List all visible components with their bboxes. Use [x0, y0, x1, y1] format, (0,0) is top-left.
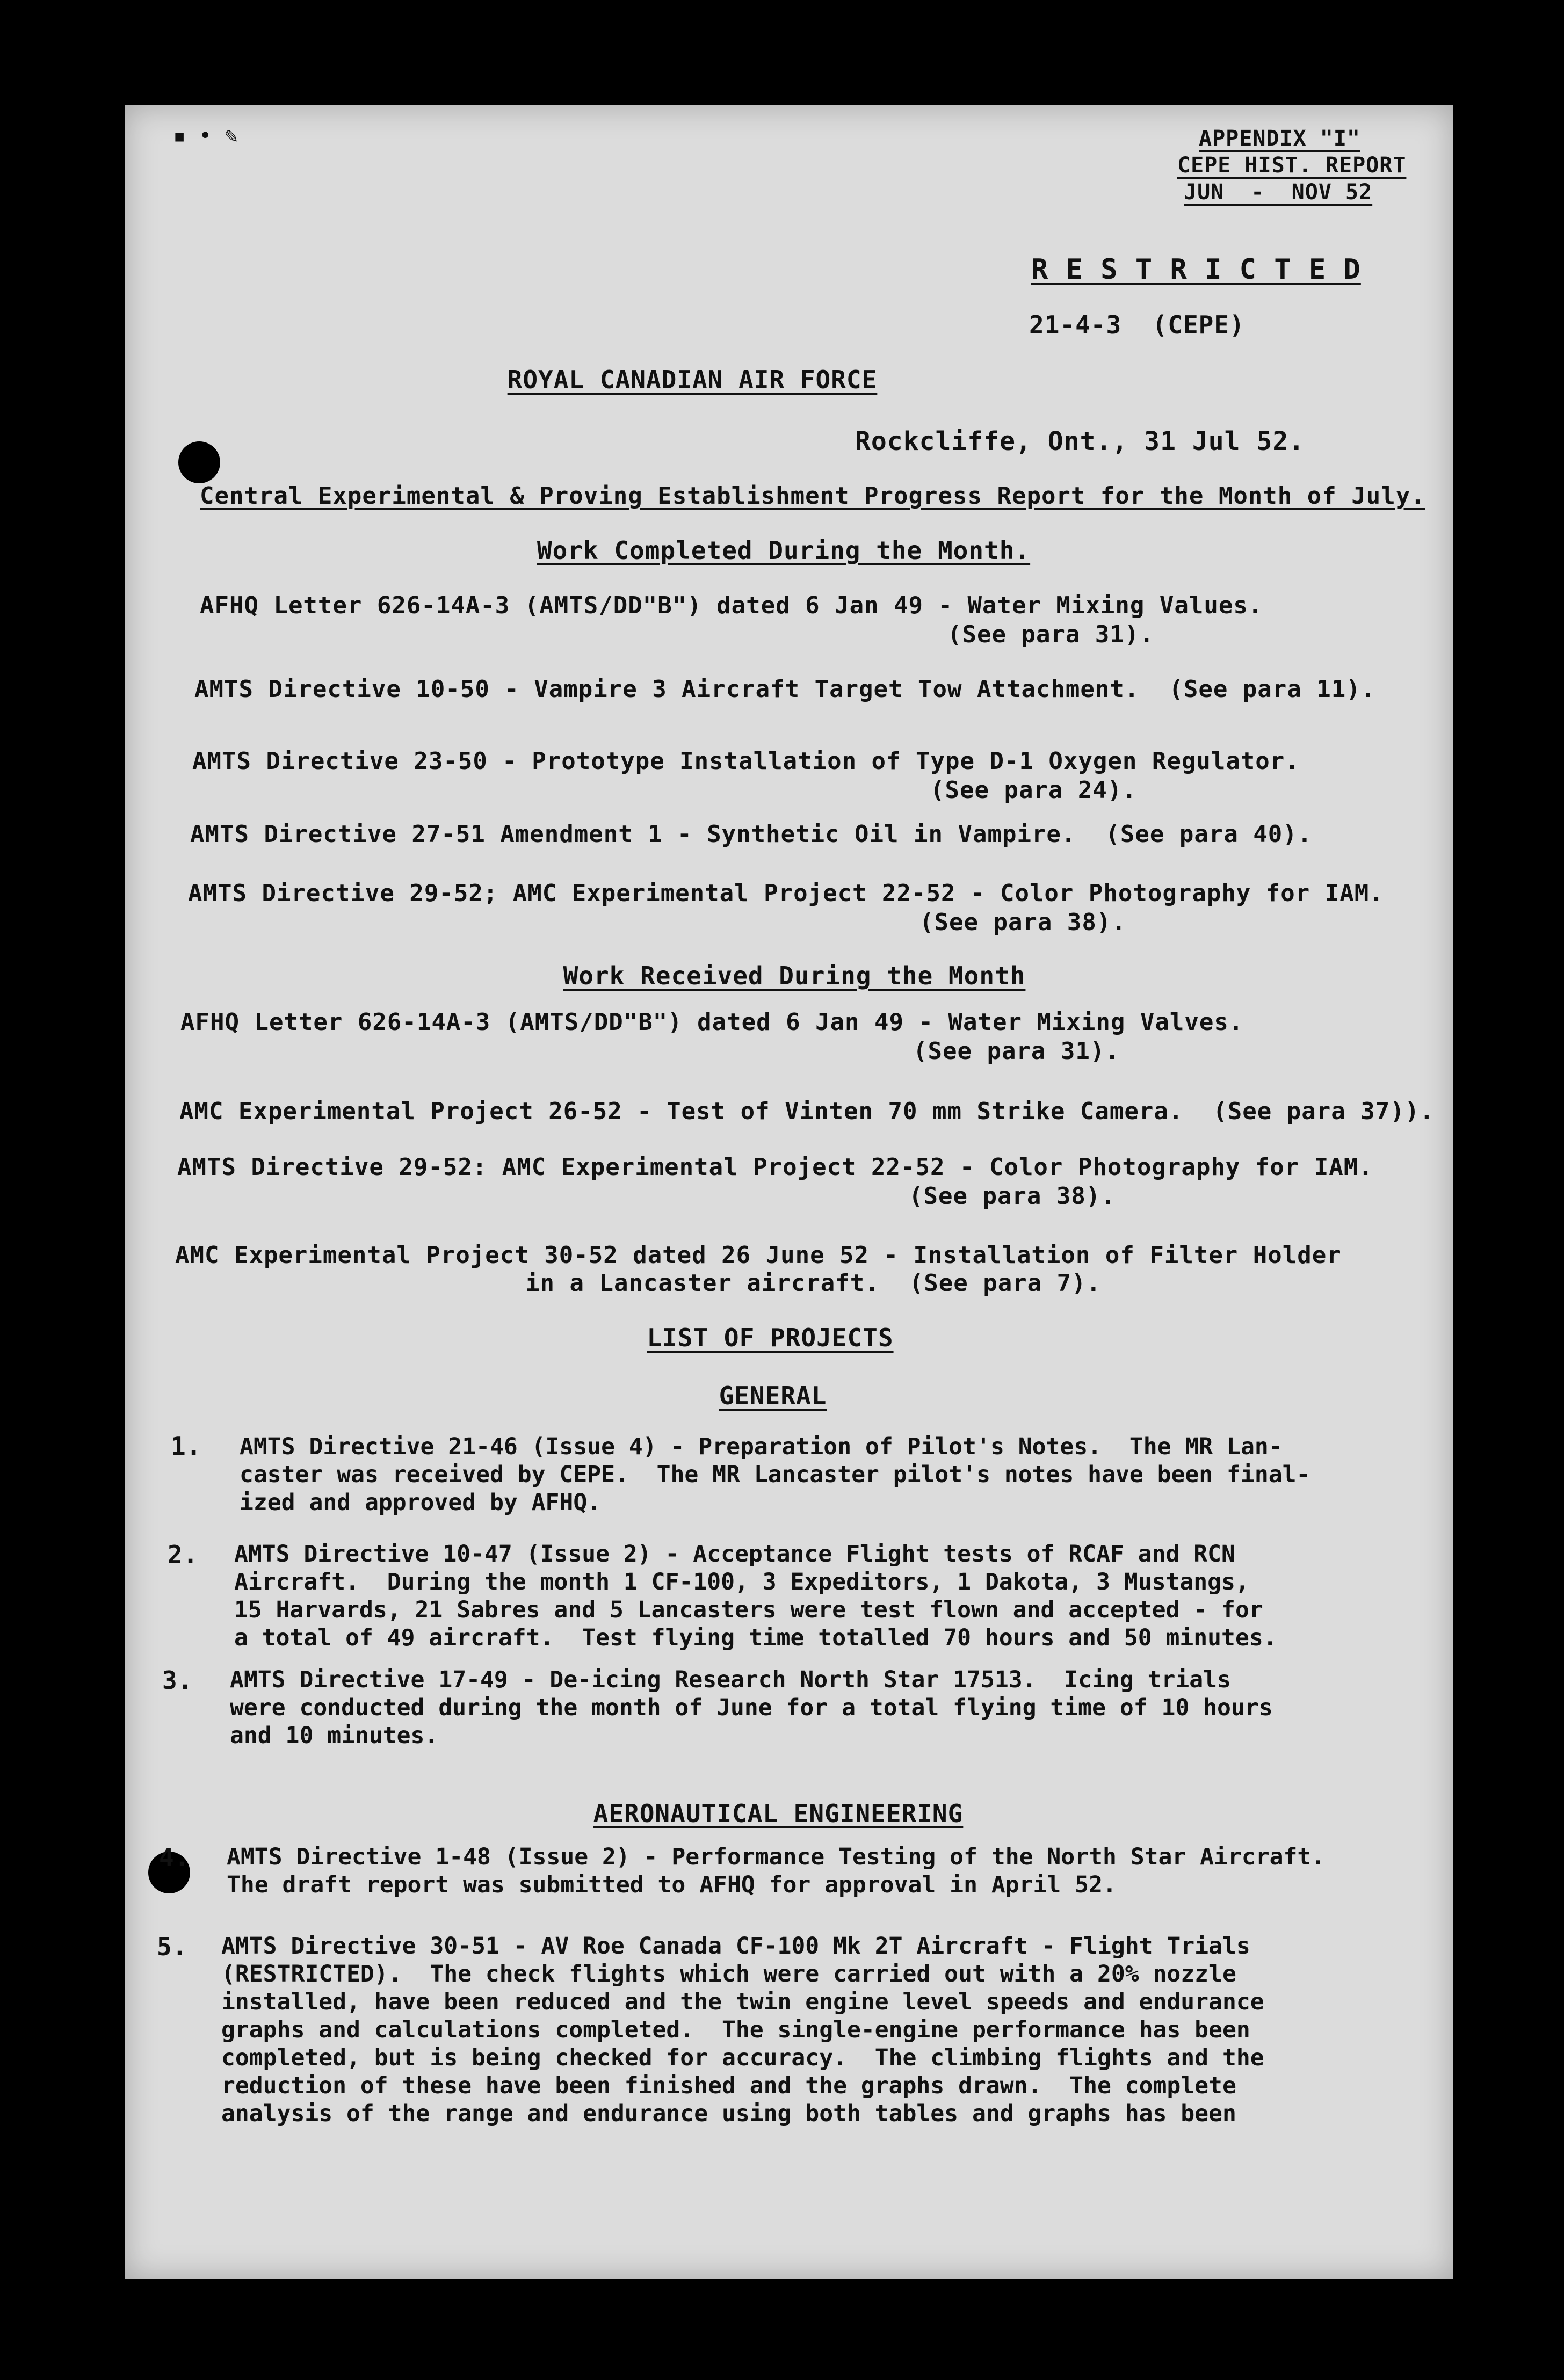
punch-hole [178, 441, 220, 483]
completed-item: AFHQ Letter 626-14A-3 (AMTS/DD"B") dated 6 Jan 49 - Water Mixing Values. [200, 592, 1263, 619]
para-number: 2. [168, 1540, 199, 1569]
completed-item: AMTS Directive 29-52; AMC Experimental Project 22-52 - Color Photography for IAM. [188, 880, 1384, 907]
completed-item-ref: (See para 24). [930, 777, 1137, 804]
classification: R E S T R I C T E D [1031, 253, 1361, 286]
received-item-ref: (See para 38). [909, 1182, 1116, 1210]
completed-item-ref: (See para 38). [919, 909, 1126, 936]
completed-item: AMTS Directive 27-51 Amendment 1 - Synthetic Oil in Vampire. (See para 40). [190, 821, 1313, 848]
document-page [125, 105, 1453, 2279]
para-number: 4. [159, 1843, 190, 1872]
appendix-label: APPENDIX "I" [1199, 126, 1360, 151]
report-title: Central Experimental & Proving Establishment Progress Report for the Month of July. [200, 482, 1425, 510]
aeronautical-heading: AERONAUTICAL ENGINEERING [593, 1799, 964, 1828]
organization-title: ROYAL CANADIAN AIR FORCE [507, 365, 878, 394]
para-text: AMTS Directive 17-49 - De-icing Research North Star 17513. Icing trials were conducted during the month of June for a total flying time of 10 hours and 10 minutes. [230, 1666, 1273, 1749]
general-heading: GENERAL [719, 1381, 827, 1410]
completed-item: AMTS Directive 23-50 - Prototype Installation of Type D-1 Oxygen Regulator. [192, 748, 1300, 775]
para-text: AMTS Directive 30-51 - AV Roe Canada CF-100 Mk 2T Aircraft - Flight Trials (RESTRICTED). The check flights which were carried out with a 20% nozzle installed, have been reduced and the twin engine level speeds and endurance graphs and calculations completed. The single-engine performance has been completed, but is being checked for accuracy. The climbing flights and the reduction of these have been finished and the graphs drawn. The complete analysis of the range and endurance using both tables and graphs has been [221, 1933, 1264, 2127]
received-item: AMTS Directive 29-52: AMC Experimental Project 22-52 - Color Photography for IAM. [177, 1153, 1373, 1181]
para-number: 5. [157, 1932, 188, 1961]
work-completed-heading: Work Completed During the Month. [537, 536, 1031, 565]
file-reference: 21-4-3 (CEPE) [1029, 310, 1245, 339]
received-item: AMC Experimental Project 30-52 dated 26 June 52 - Installation of Filter Holder [175, 1242, 1342, 1269]
work-received-heading: Work Received During the Month [563, 961, 1026, 990]
projects-heading: LIST OF PROJECTS [647, 1323, 894, 1352]
report-label: CEPE HIST. REPORT [1177, 153, 1407, 178]
handwritten-mark: ▪ • ✎ [173, 124, 238, 148]
received-item: AMC Experimental Project 26-52 - Test of Vinten 70 mm Strike Camera. (See para 37)). [179, 1098, 1435, 1125]
received-item-ref: (See para 31). [913, 1037, 1120, 1065]
period-label: JUN - NOV 52 [1184, 180, 1373, 205]
completed-item-ref: (See para 31). [947, 621, 1154, 648]
para-text: AMTS Directive 10-47 (Issue 2) - Acceptance Flight tests of RCAF and RCN Aircraft. During the month 1 CF-100, 3 Expeditors, 1 Dakota, 3 Mustangs, 15 Harvards, 21 Sabres and 5 Lancasters were test flown and accepted - for a total of 49 aircraft. Test flying time totalled 70 hours and 50 minutes. [234, 1541, 1277, 1651]
received-item-ref: in a Lancaster aircraft. (See para 7). [525, 1269, 1102, 1297]
received-item: AFHQ Letter 626-14A-3 (AMTS/DD"B") dated 6 Jan 49 - Water Mixing Valves. [180, 1008, 1244, 1036]
para-text: AMTS Directive 1-48 (Issue 2) - Performance Testing of the North Star Aircraft. The draft report was submitted to AFHQ for approval in April 52. [227, 1844, 1326, 1898]
completed-item: AMTS Directive 10-50 - Vampire 3 Aircraft Target Tow Attachment. (See para 11). [194, 676, 1376, 703]
para-number: 3. [162, 1666, 193, 1695]
para-number: 1. [171, 1432, 202, 1461]
para-text: AMTS Directive 21-46 (Issue 4) - Preparation of Pilot's Notes. The MR Lan- caster was received by CEPE. The MR Lancaster pilot's notes have been final- ized and approved by AFHQ. [240, 1433, 1310, 1516]
place-date: Rockcliffe, Ont., 31 Jul 52. [855, 426, 1305, 456]
